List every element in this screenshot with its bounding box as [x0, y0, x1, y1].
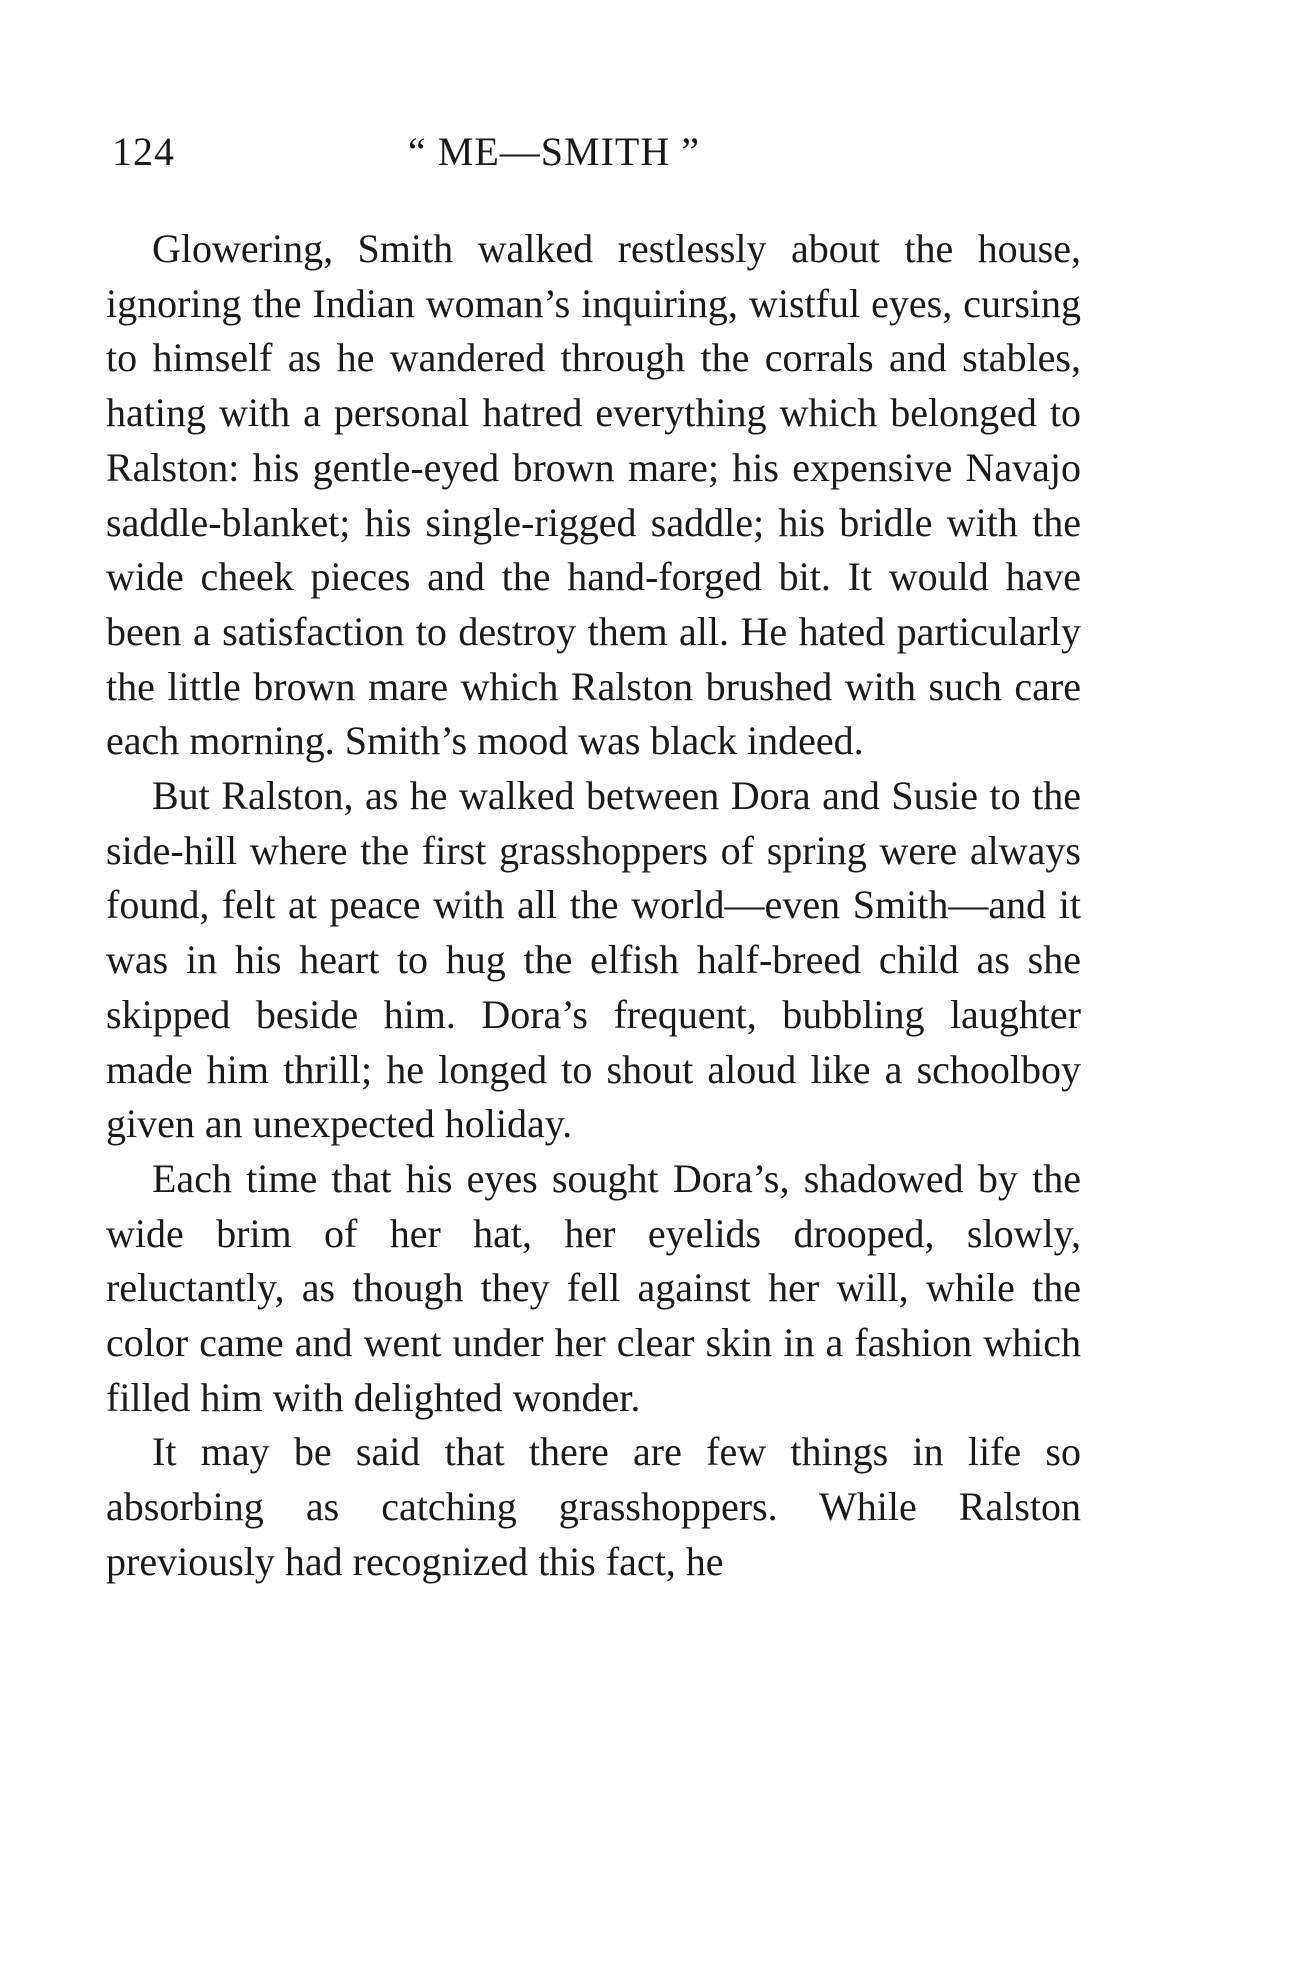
- paragraph-2: But Ralston, as he walked between Dora and Susie to the side-hill where the first grasshoppers of spring were always found, felt at peace with all the world—even Smith—and it was in his heart to hug the elfish half-breed child as she skipped beside him. Dora’s frequent, bubbling laughter made him thrill; he longed to shout aloud like a schoolboy given an unexpected holiday.: [106, 773, 1081, 1147]
- paragraph-4: It may be said that there are few things in life so absorbing as catching grasshoppers. While Ralston previously had recognized this fact, he: [106, 1429, 1081, 1584]
- body-text: [106, 222, 1081, 1590]
- paragraph-1: Glowering, Smith walked restlessly about the house, ignoring the Indian woman’s inquiring, wistful eyes, cursing to himself as he wandered through the corrals and stables, hating with a personal hatred everything which belonged to Ralston: his gentle-eyed brown mare; his expensive Navajo saddle-blanket; his single-rigged saddle; his bridle with the wide cheek pieces and the hand-forged bit. It would have been a satisfaction to destroy them all. He hated particularly the little brown mare which Ralston brushed with such care each morning. Smith’s mood was black indeed.: [106, 226, 1081, 764]
- page-header: [112, 128, 1112, 188]
- paragraph-3: Each time that his eyes sought Dora’s, shadowed by the wide brim of her hat, her eyelids drooped, slowly, reluctantly, as though they fell against her will, while the color came and went under her clear skin in a fashion which filled him with delighted wonder.: [106, 1155, 1081, 1420]
- running-title: “ ME—SMITH ”: [408, 129, 700, 174]
- page-number: 124: [112, 129, 175, 174]
